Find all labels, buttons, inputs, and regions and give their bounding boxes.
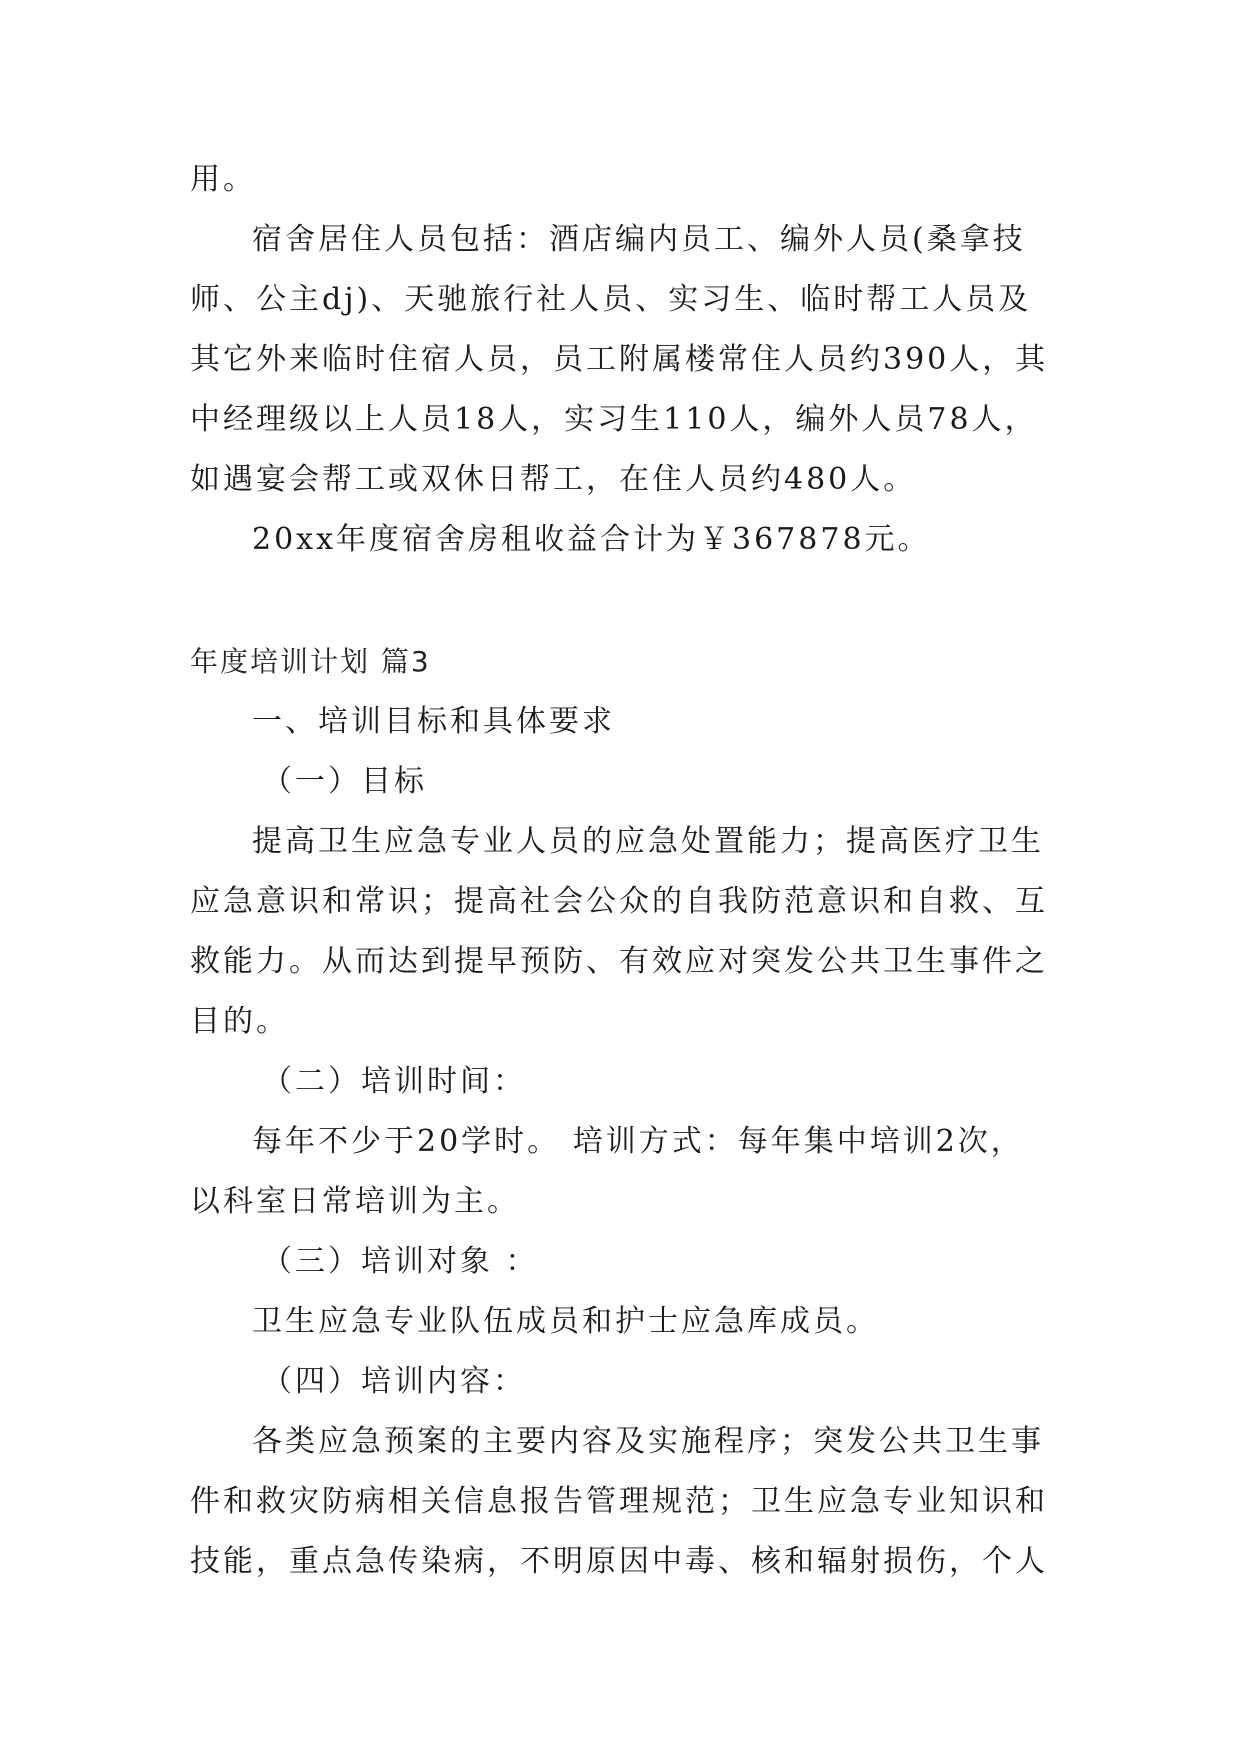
paragraph-income: 20xx年度宿舍房租收益合计为￥367878元。 [252, 522, 931, 557]
section-title-goals: 一、培训目标和具体要求 [252, 704, 615, 739]
paragraph-goal: 提高卫生应急专业人员的应急处置能力；提高医疗卫生应急意识和常识；提高社会公众的自我防范意识和自救、互救能力。从而达到提早预防、有效应对突发公共卫生事件之目的。 [190, 824, 1048, 1039]
paragraph-target: 卫生应急专业队伍成员和护士应急库成员。 [252, 1304, 879, 1339]
subsection-content: （四）培训内容： [262, 1364, 526, 1399]
section-heading: 年度培训计划 篇3 [190, 645, 431, 678]
paragraph-residents: 宿舍居住人员包括：酒店编内员工、编外人员(桑拿技师、公主dj)、天驰旅行社人员、实习生、临时帮工人员及其它外来临时住宿人员，员工附属楼常住人员约390人，其中经理级以上人员18人，实习生110人，编外人员78人，如遇宴会帮工或双休日帮工，在住人员约480人。 [190, 222, 1049, 497]
subsection-target: （三）培训对象 ： [262, 1244, 539, 1279]
paragraph-time: 每年不少于20学时。 培训方式：每年集中培训2次，以科室日常培训为主。 [190, 1124, 1024, 1219]
subsection-goal: （一）目标 [262, 764, 427, 799]
paragraph-content: 各类应急预案的主要内容及实施程序；突发公共卫生事件和救灾防病相关信息报告管理规范；卫生应急专业知识和技能，重点急传染病，不明原因中毒、核和辐射损伤，个人 [190, 1424, 1048, 1579]
subsection-time: （二）培训时间： [262, 1064, 526, 1099]
paragraph-continuation: 用。 [190, 162, 256, 197]
document-page [190, 150, 1050, 1592]
